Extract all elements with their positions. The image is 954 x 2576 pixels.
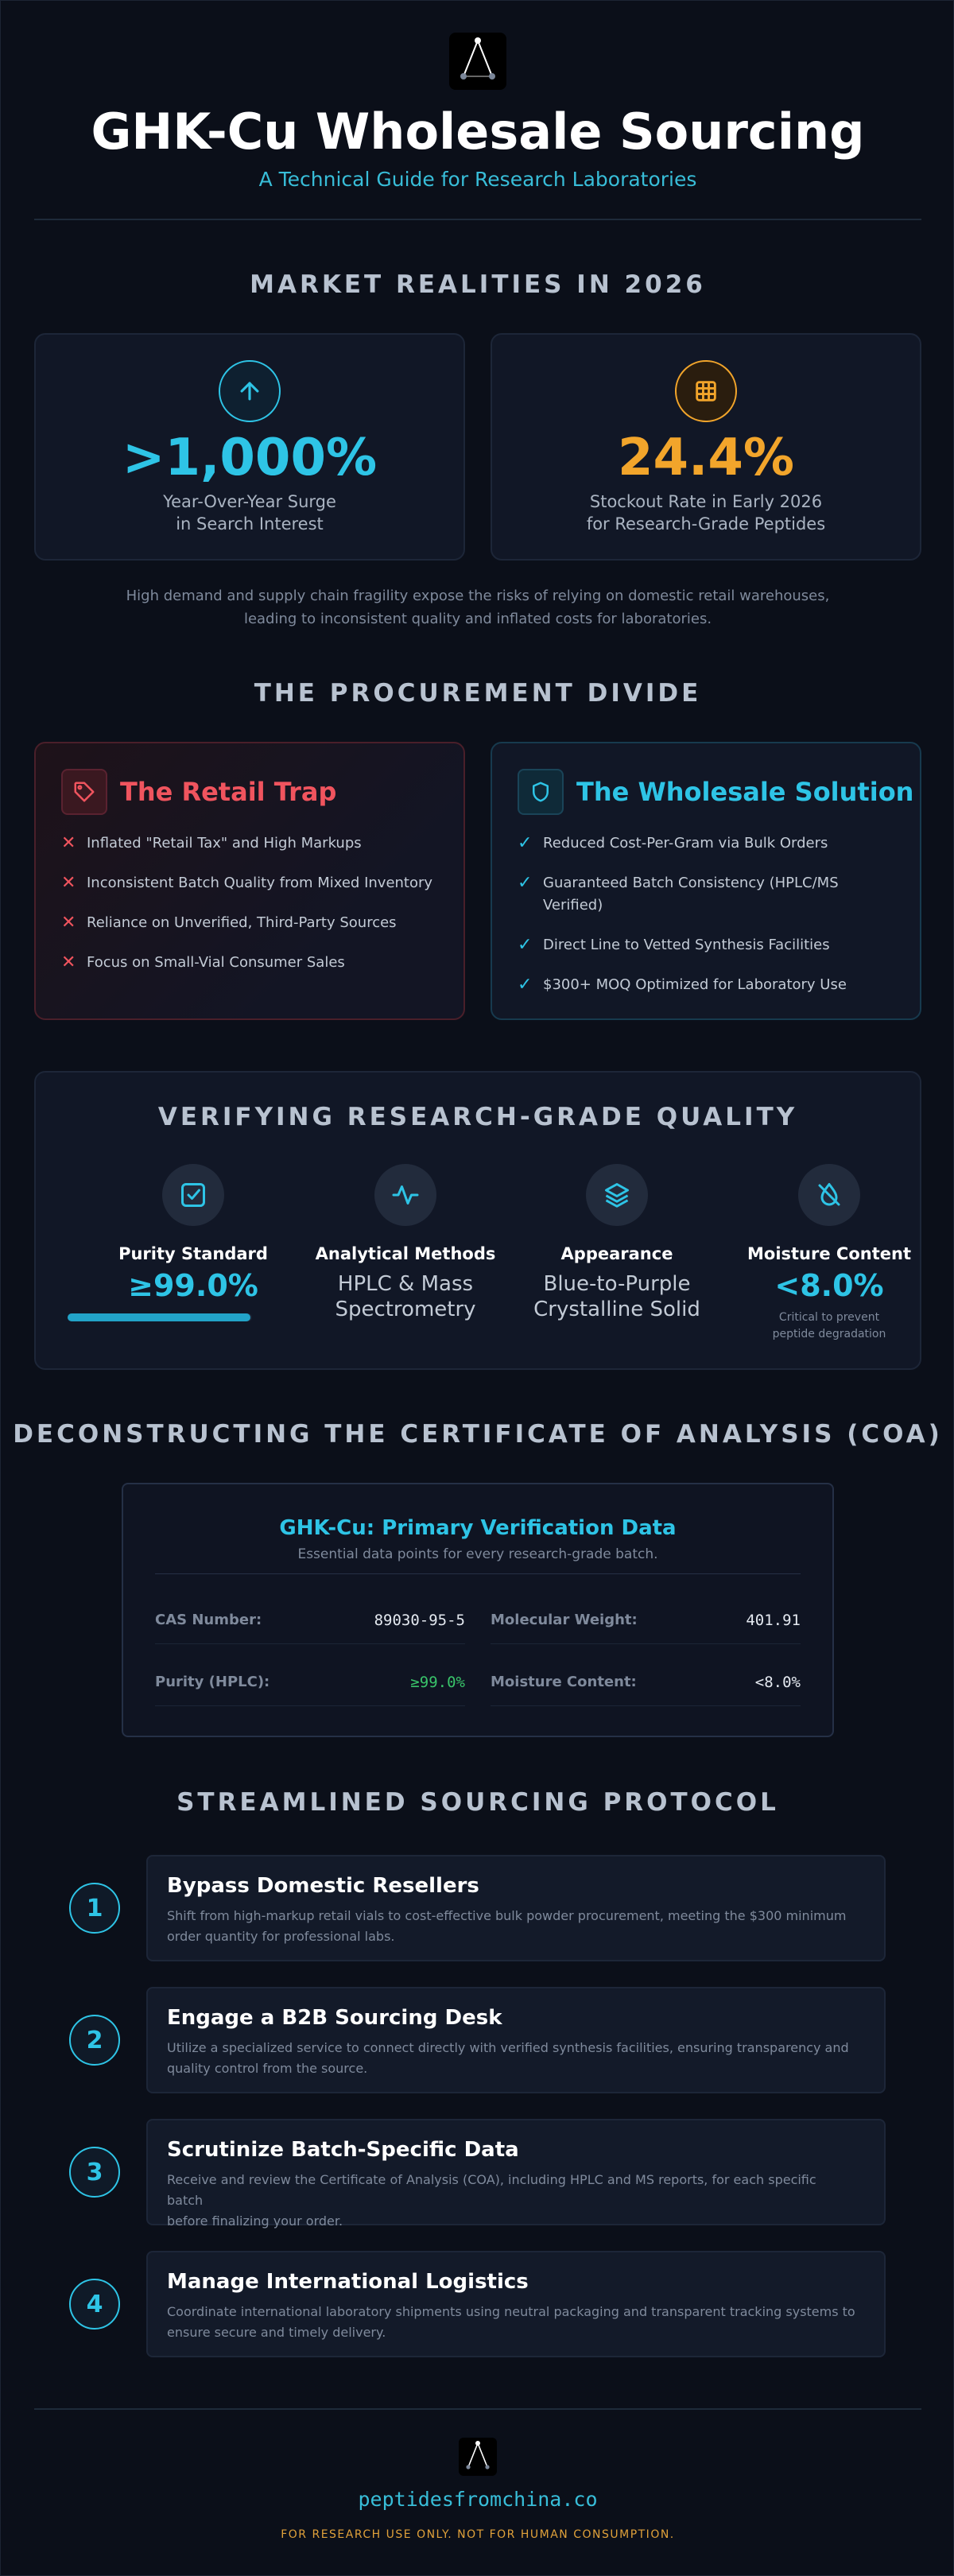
step-description: Coordinate international laboratory shipments using neutral packaging and transparent tracking systems to ensure secure and timely delivery.: [167, 2304, 855, 2340]
wholesale-solution-list: [518, 832, 896, 1014]
list-item: ✕ Inflated "Retail Tax" and High Markups: [61, 833, 362, 853]
appearance-label: Appearance: [560, 1244, 673, 1263]
market-note: High demand and supply chain fragility expose the risks of relying on domestic retail warehouses, leading to inconsistent quality and inflated costs for laboratories.: [126, 588, 830, 627]
cas-value: 89030-95-5: [374, 1612, 465, 1629]
check-icon: ✓: [518, 833, 533, 853]
step-description: Utilize a specialized service to connect directly with verified synthesis facilities, ensuring transparency and quality control from the source.: [167, 2040, 849, 2076]
coa-section-title: DECONSTRUCTING THE CERTIFICATE OF ANALYSIS (COA): [13, 1420, 943, 1449]
x-icon: ✕: [61, 952, 76, 972]
list-item: ✓ Guaranteed Batch Consistency (HPLC/MS Verified): [518, 872, 896, 917]
retail-trap-title: The Retail Trap: [120, 777, 337, 807]
footer-site-link[interactable]: peptidesfromchina.co: [358, 2488, 598, 2511]
quality-purity: [90, 1073, 297, 1368]
list-item: ✕ Inconsistent Batch Quality from Mixed Inventory: [61, 873, 433, 893]
cas-label: CAS Number:: [155, 1612, 262, 1628]
checkbox-icon: [162, 1164, 224, 1226]
stat-value-stockout: 24.4%: [617, 429, 795, 487]
stat-desc-search: Year-Over-Year Surge in Search Interest: [163, 492, 336, 533]
stat-value-search: >1,000%: [122, 429, 378, 487]
moisture-note: Critical to prevent peptide degradation: [772, 1311, 886, 1340]
step-card: [146, 1987, 886, 2093]
coa-row-line: [155, 1643, 465, 1644]
list-item: ✕ Reliance on Unverified, Third-Party Sources: [61, 913, 397, 933]
footer-disclaimer: FOR RESEARCH USE ONLY. NOT FOR HUMAN CONSUMPTION.: [281, 2528, 675, 2541]
quality-section-title: VERIFYING RESEARCH-GRADE QUALITY: [157, 1103, 798, 1131]
step-title: Bypass Domestic Resellers: [167, 1874, 479, 1898]
appearance-value: Blue-to-Purple Crystalline Solid: [533, 1272, 700, 1321]
footer-divider: [34, 2408, 921, 2410]
step-card: [146, 1855, 886, 1961]
coa-subtitle: Essential data points for every research-grade batch.: [297, 1546, 658, 1562]
page-title: GHK-Cu Wholesale Sourcing: [91, 103, 865, 161]
x-icon: ✕: [61, 913, 76, 933]
wholesale-solution-title: The Wholesale Solution: [576, 777, 914, 807]
coa-divider: [155, 1573, 801, 1574]
wholesale-solution-card: [491, 742, 921, 1020]
hplc-purity-label: Purity (HPLC):: [155, 1674, 270, 1690]
no-drop-icon: [798, 1164, 860, 1226]
procurement-section-title: THE PROCUREMENT DIVIDE: [254, 679, 702, 708]
page-subtitle: A Technical Guide for Research Laboratories: [258, 168, 697, 191]
compass-logo-icon: [449, 33, 506, 90]
coa-card: [122, 1483, 834, 1737]
step-number: 2: [69, 2015, 120, 2066]
arrow-up-icon: [219, 360, 281, 422]
retail-trap-list: [61, 832, 440, 991]
retail-trap-card: [34, 742, 465, 1020]
purity-label: Purity Standard: [118, 1244, 268, 1263]
list-item: ✓ Direct Line to Vetted Synthesis Facilities: [518, 935, 830, 955]
coa-row-line: [155, 1705, 465, 1706]
molecular-weight-value: 401.91: [746, 1612, 801, 1629]
moisture-label: Moisture Content: [747, 1244, 911, 1263]
stat-card-search: [34, 333, 465, 561]
check-icon: ✓: [518, 935, 533, 955]
coa-title: GHK-Cu: Primary Verification Data: [279, 1516, 677, 1540]
protocol-section-title: STREAMLINED SOURCING PROTOCOL: [176, 1788, 779, 1817]
step-title: Scrutinize Batch-Specific Data: [167, 2138, 519, 2162]
layers-icon: [586, 1164, 648, 1226]
quality-methods: [302, 1073, 509, 1368]
step-title: Manage International Logistics: [167, 2270, 529, 2294]
step-description: Receive and review the Certificate of Analysis (COA), including HPLC and MS reports, for each specific batch before finalizing your order.: [167, 2172, 816, 2229]
purity-progress-bar: [68, 1313, 252, 1321]
purity-value: ≥99.0%: [128, 1268, 258, 1303]
step-title: Engage a B2B Sourcing Desk: [167, 2006, 502, 2030]
x-icon: ✕: [61, 833, 76, 853]
market-section-title: MARKET REALITIES IN 2026: [250, 270, 706, 299]
check-icon: ✓: [518, 873, 533, 893]
x-icon: ✕: [61, 873, 76, 893]
stat-card-stockout: [491, 333, 921, 561]
quality-moisture: [726, 1073, 933, 1368]
hplc-purity-value: ≥99.0%: [410, 1674, 465, 1691]
quality-appearance: [514, 1073, 720, 1368]
step-card: [146, 2119, 886, 2229]
grid-icon: [675, 360, 737, 422]
shield-icon: [518, 769, 564, 815]
coa-row-line: [491, 1705, 801, 1706]
step-description: Shift from high-markup retail vials to cost-effective bulk powder procurement, meeting the $300 minimum order quantity for professional labs.: [167, 1908, 847, 1944]
tag-icon: [61, 769, 107, 815]
step-number: 4: [69, 2279, 120, 2330]
quality-card: [34, 1071, 921, 1370]
list-item: ✓ $300+ MOQ Optimized for Laboratory Use: [518, 975, 847, 995]
compass-logo-icon: [459, 2438, 497, 2476]
pulse-icon: [374, 1164, 436, 1226]
coa-row-line: [491, 1643, 801, 1644]
list-item: ✓ Reduced Cost-Per-Gram via Bulk Orders: [518, 833, 828, 853]
header-divider: [34, 219, 921, 220]
methods-value: HPLC & Mass Spectrometry: [335, 1272, 476, 1321]
moisture-value: <8.0%: [774, 1268, 884, 1303]
methods-label: Analytical Methods: [315, 1244, 496, 1263]
step-number: 3: [69, 2147, 120, 2198]
list-item: ✕ Focus on Small-Vial Consumer Sales: [61, 952, 345, 972]
step-card: [146, 2251, 886, 2357]
coa-moisture-value: <8.0%: [754, 1674, 801, 1691]
coa-moisture-label: Moisture Content:: [491, 1674, 637, 1690]
step-number: 1: [69, 1883, 120, 1934]
stat-desc-stockout: Stockout Rate in Early 2026 for Research-Grade Peptides: [586, 492, 826, 533]
purity-progress-fill: [68, 1313, 250, 1321]
molecular-weight-label: Molecular Weight:: [491, 1612, 638, 1628]
check-icon: ✓: [518, 975, 533, 995]
